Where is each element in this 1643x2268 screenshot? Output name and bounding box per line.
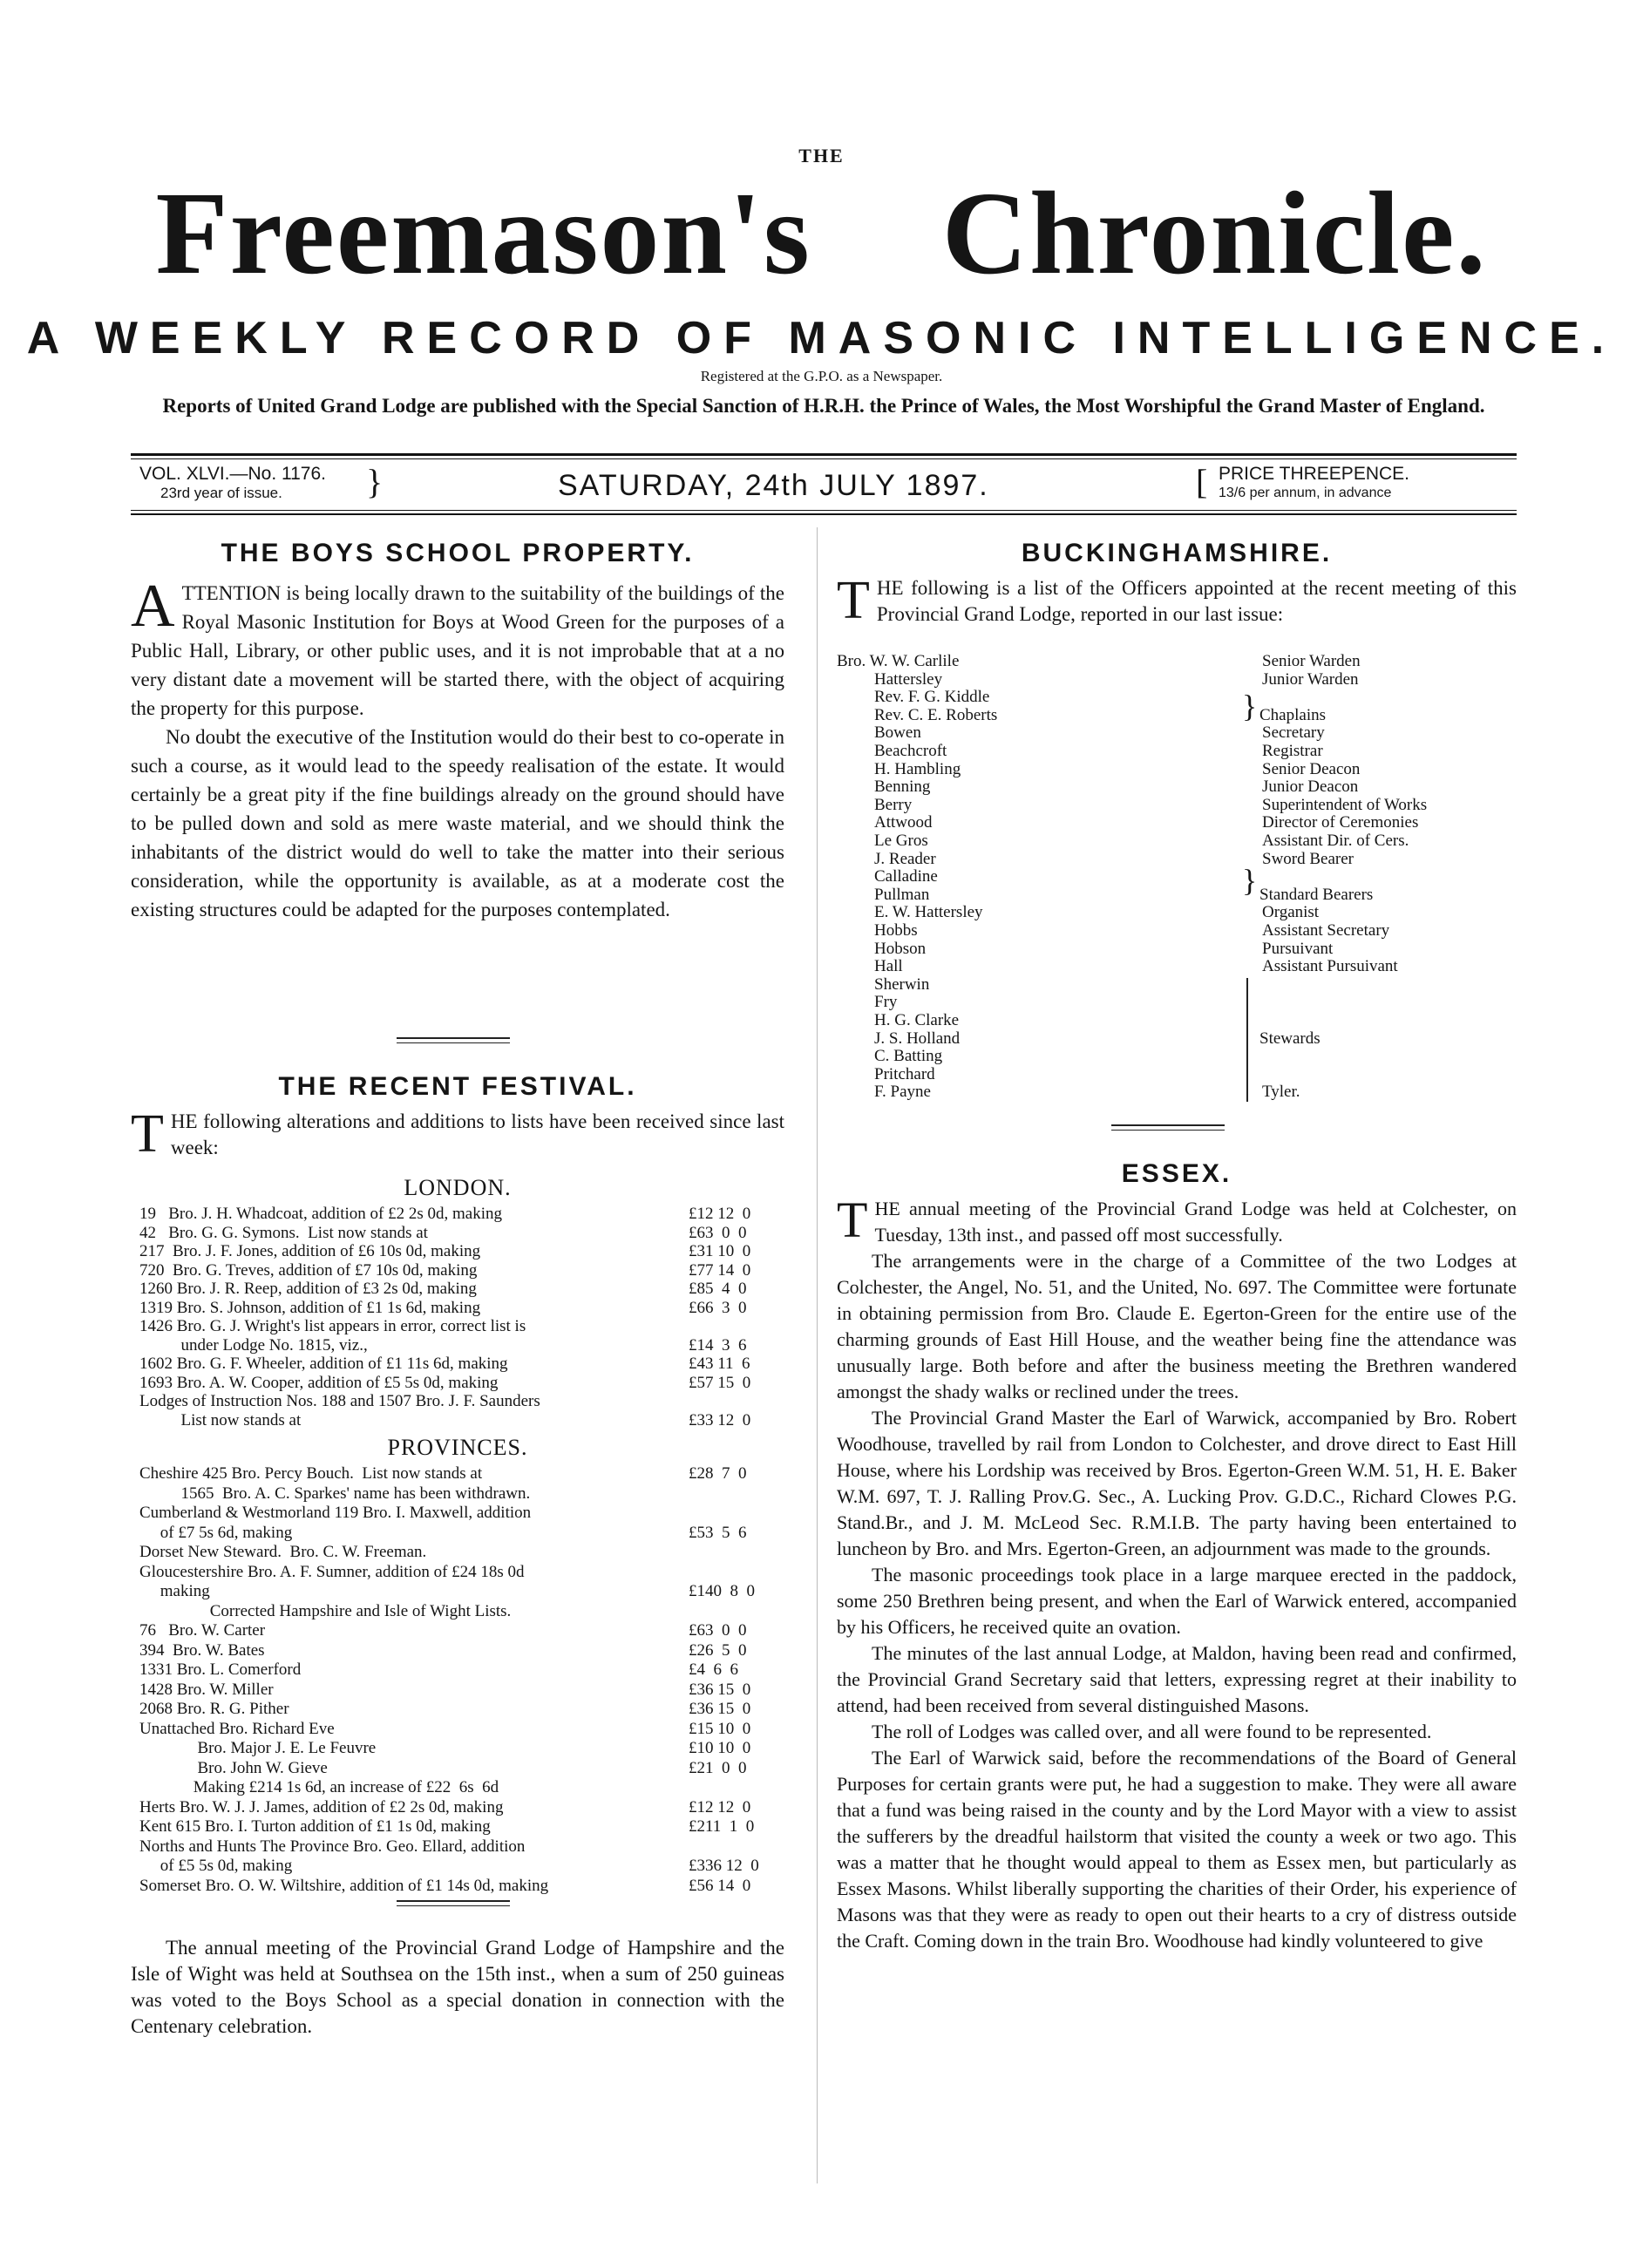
officer-name: Pullman [874, 885, 930, 904]
officer-name: H. G. Clarke [874, 1011, 960, 1029]
reports-note: Reports of United Grand Lodge are published with the Special Sanction of H.R.H. the Prince of Wales, the Most Worshipful the Grand Master of England. [162, 395, 1485, 417]
list-amount: £21 0 0 [689, 1758, 747, 1777]
essex-paragraph-3: The Provincial Grand Master the Earl of Warwick, accompanied by Bro. Robert Woodhouse, travelled by rail from London to Colchester, and drove direct to East Hill House, where his Lordship was received by Bros. Egerton-Green W.M. 51, H. E. Baker W.M. 697, T. J. Ralling Prov.G. Sec., A. Lucking Prov. G.D.C., Richard Clowes P.G. Stand.Br., and J. M. McLeod Sec. R.M.I.B. The party having been entertained to luncheon by Bro. and Mrs. Egerton-Green, an adjournment was made to the grounds. [837, 1407, 1517, 1559]
officer-role: Pursuivant [1262, 939, 1334, 958]
issue-price: PRICE THREEPENCE. [1219, 464, 1409, 484]
list-amount: £28 7 0 [689, 1464, 747, 1483]
list-amount: £336 12 0 [689, 1857, 759, 1875]
officer-role: Superintendent of Works [1262, 795, 1428, 814]
officer-name: Rev. C. E. Roberts [874, 705, 998, 724]
officer-role: Assistant Secretary [1262, 921, 1390, 940]
list-amount: £140 8 0 [689, 1582, 755, 1600]
officer-role: Standard Bearers [1259, 885, 1374, 904]
officer-role: Assistant Dir. of Cers. [1262, 832, 1409, 850]
list-amount: £26 5 0 [689, 1640, 747, 1660]
list-line: Cumberland & Westmorland 119 Bro. I. Maxwell, addition [139, 1504, 532, 1522]
list-line: 1426 Bro. G. J. Wright's list appears in error, correct list is [139, 1317, 526, 1335]
brace-right: [ [1196, 462, 1208, 501]
list-amount: £53 5 6 [689, 1523, 747, 1542]
officer-role: Junior Warden [1262, 669, 1359, 689]
list-amount: £4 6 6 [689, 1660, 738, 1679]
officer-role: Senior Warden [1262, 652, 1361, 670]
list-amount: £77 14 0 [689, 1260, 751, 1280]
list-line: 1602 Bro. G. F. Wheeler, addition of £1 11s 6d, making [139, 1355, 508, 1373]
list-amount: £63 0 0 [689, 1621, 747, 1640]
officer-name: C. Batting [874, 1047, 943, 1066]
list-amount: £36 15 0 [689, 1700, 751, 1718]
issue-price-block [1219, 465, 1409, 503]
officer-name: F. Payne [874, 1083, 931, 1102]
list-line: Corrected Hampshire and Isle of Wight Lists. [139, 1601, 512, 1620]
list-amount: £36 15 0 [689, 1680, 751, 1699]
list-line: Bro. John W. Gieve [139, 1758, 328, 1777]
registered-note: Registered at the G.P.O. as a Newspaper. [700, 368, 943, 384]
officer-name: Attwood [874, 813, 933, 832]
masthead-subtitle: A WEEKLY RECORD OF MASONIC INTELLIGENCE. [26, 313, 1617, 363]
officer-name: H. Hambling [874, 759, 961, 778]
masthead-title [0, 166, 1643, 302]
officer-name: J. Reader [874, 849, 936, 868]
masthead-rule-top [131, 453, 1517, 456]
issue-year: 23rd year of issue. [160, 485, 282, 501]
officer-role: Organist [1262, 903, 1320, 922]
bucks-intro: THE following is a list of the Officers appointed at the recent meeting of this Provincial Grand Lodge, reported in our last issue: [837, 571, 1517, 630]
officer-role: Secretary [1262, 723, 1325, 743]
list-line: 720 Bro. G. Treves, addition of £7 10s 0d, making [139, 1260, 478, 1280]
officer-name: Beachcroft [874, 742, 947, 760]
brace-chaplains: } [1242, 689, 1258, 723]
list-line: 1331 Bro. L. Comerford [139, 1660, 302, 1679]
masthead-rule-top-thin [131, 458, 1517, 459]
list-line: under Lodge No. 1815, viz., [139, 1335, 368, 1355]
officer-name: Bro. W. W. Carlile [837, 652, 960, 670]
list-line: Herts Bro. W. J. J. James, addition of £2 2s 0d, making [139, 1797, 504, 1816]
list-amount: £33 12 0 [689, 1410, 751, 1429]
boys-school-dropcap: A [131, 573, 175, 640]
essex-paragraph-4: The masonic proceedings took place in a large marquee erected in the paddock, some 250 Brethren being present, and when the Earl of Warwick entered, accompanied by his Officers, he received quite an ovation. [837, 1564, 1517, 1638]
list-amount: £63 0 0 [689, 1223, 747, 1242]
issue-date: SATURDAY, 24th JULY 1897. [558, 469, 989, 502]
officer-name: J. S. Holland [874, 1029, 961, 1048]
officer-name: Hobbs [874, 921, 918, 940]
bucks-heading: BUCKINGHAMSHIRE. [1021, 539, 1333, 567]
list-amount: £15 10 0 [689, 1719, 751, 1738]
masthead-the: THE [798, 145, 845, 166]
list-line: 394 Bro. W. Bates [139, 1640, 265, 1660]
officer-name: E. W. Hattersley [874, 903, 983, 922]
column-divider [817, 527, 818, 2183]
section-divider-3 [1111, 1124, 1225, 1126]
list-line: 1565 Bro. A. C. Sparkes' name has been withdrawn. [139, 1484, 531, 1503]
brace-standard-bearers: } [1242, 863, 1258, 898]
masthead-rule-bottom-thick [131, 513, 1517, 515]
section-divider-2 [397, 1900, 510, 1902]
section-divider [397, 1037, 510, 1039]
section-divider-thin [397, 1042, 510, 1043]
boys-school-paragraph-1: ATTENTION is being locally drawn to the suitability of the buildings of the Royal Masonic Institution for Boys at Wood Green for the purposes of a Public Hall, Library, or other public uses, and it is not improbable that at a no very distant date a movement will be started there, with the object of acquiring the property for this purpose. [131, 573, 784, 719]
list-line: of £5 5s 0d, making [139, 1857, 293, 1875]
officer-name: Bowen [874, 723, 921, 743]
list-line: Cheshire 425 Bro. Percy Bouch. List now stands at [139, 1464, 483, 1483]
festival-footer: The annual meeting of the Provincial Grand Lodge of Hampshire and the Isle of Wight was held at Southsea on the 15th inst., when a sum of 250 guineas was voted to the Boys School as a special donation in connection with the Centenary celebration. [131, 1937, 784, 2037]
list-line: 19 Bro. J. H. Whadcoat, addition of £2 2s 0d, making [139, 1205, 503, 1223]
list-amount: £56 14 0 [689, 1876, 751, 1895]
list-line: Gloucestershire Bro. A. F. Sumner, addition of £24 18s 0d [139, 1562, 525, 1581]
festival-heading: THE RECENT FESTIVAL. [278, 1072, 637, 1101]
officer-name: Berry [874, 795, 913, 814]
list-line: 1260 Bro. J. R. Reep, addition of £3 2s 0d, making [139, 1280, 477, 1298]
list-amount: £12 12 0 [689, 1205, 751, 1223]
officer-name: Pritchard [874, 1064, 935, 1083]
issue-volume-block [139, 465, 326, 503]
masthead-rule-bottom [131, 510, 1517, 511]
issue-subscription: 13/6 per annum, in advance [1219, 486, 1392, 500]
officer-role: Assistant Pursuivant [1262, 957, 1398, 976]
list-line: of £7 5s 6d, making [139, 1523, 293, 1542]
officer-role: Senior Deacon [1262, 759, 1361, 778]
festival-intro: THE following alterations and additions to lists have been received since last week: [131, 1104, 784, 1164]
list-line: 217 Bro. J. F. Jones, addition of £6 10s 0d, making [139, 1242, 481, 1260]
festival-dropcap: T [131, 1104, 164, 1164]
list-line: Bro. Major J. E. Le Feuvre [139, 1739, 377, 1757]
list-line: making [139, 1582, 210, 1600]
list-amount: £43 11 6 [689, 1355, 750, 1373]
london-heading: LONDON. [404, 1175, 512, 1200]
list-line: 76 Bro. W. Carter [139, 1621, 266, 1640]
list-amount: £31 10 0 [689, 1242, 751, 1260]
officer-name: Hall [874, 957, 903, 976]
bucks-dropcap: T [837, 571, 870, 630]
officer-name: Rev. F. G. Kiddle [874, 688, 990, 707]
officer-name: Sherwin [874, 974, 930, 994]
list-amount: £57 15 0 [689, 1373, 751, 1392]
list-line: Somerset Bro. O. W. Wiltshire, addition of £1 14s 0d, making [139, 1876, 549, 1895]
masthead-title-right: Chronicle. [941, 168, 1488, 299]
list-line: Norths and Hunts The Province Bro. Geo. Ellard, addition [139, 1837, 526, 1856]
issue-volume: VOL. XLVI.—No. 1176. [139, 464, 326, 484]
officer-role: Junior Deacon [1262, 778, 1359, 797]
officer-name: Benning [874, 778, 931, 797]
officer-role: Tyler. [1262, 1083, 1300, 1102]
officer-role: Chaplains [1259, 705, 1326, 724]
essex-article [837, 1192, 1517, 1954]
essex-paragraph-2: The arrangements were in the charge of a Committee of the two Lodges at Colchester, the Angel, No. 51, and the United, No. 697. The Committee were fortunate in obtaining permission from Bro. Claude E. Egerton-Green for the entire use of the charming grounds of East Hill House, and the weather being fine the attendance was unusually large. Both before and after the business meeting the Brethren wandered amongst the shady walks or reclined under the trees. [837, 1250, 1517, 1402]
essex-heading: ESSEX. [1121, 1159, 1232, 1188]
section-divider-3-thin [1111, 1130, 1225, 1131]
officer-name: Calladine [874, 867, 938, 886]
list-line: 1693 Bro. A. W. Cooper, addition of £5 5s 0d, making [139, 1373, 499, 1392]
officer-role: Director of Ceremonies [1262, 813, 1419, 832]
list-amount: £14 3 6 [689, 1335, 747, 1355]
officer-name: Fry [874, 993, 898, 1012]
list-amount: £10 10 0 [689, 1739, 751, 1757]
essex-paragraph-5: The minutes of the last annual Lodge, at Maldon, having been read and confirmed, the Provincial Grand Secretary said that letters, expressing regret at their inability to attend, had been received from several distinguished Masons. [837, 1642, 1517, 1716]
list-line: Making £214 1s 6d, an increase of £22 6s 6d [139, 1778, 499, 1796]
list-line: 2068 Bro. R. G. Pither [139, 1700, 289, 1718]
list-line: 1428 Bro. W. Miller [139, 1680, 274, 1699]
list-amount: £12 12 0 [689, 1797, 751, 1816]
officer-name: Le Gros [874, 832, 928, 850]
list-line: Dorset New Steward. Bro. C. W. Freeman. [139, 1543, 427, 1561]
essex-paragraph-6: The roll of Lodges was called over, and all were found to be represented. [872, 1721, 1432, 1742]
brace-stewards [1246, 978, 1248, 1102]
brace-left: } [366, 462, 384, 501]
officer-name: Hobson [874, 939, 927, 958]
list-line: 1319 Bro. S. Johnson, addition of £1 1s 6d, making [139, 1298, 481, 1317]
list-line: Kent 615 Bro. I. Turton addition of £1 1s 0d, making [139, 1817, 491, 1836]
officer-name: Hattersley [874, 669, 943, 689]
list-line: 42 Bro. G. G. Symons. List now stands at [139, 1223, 428, 1242]
officer-role: Registrar [1262, 742, 1323, 760]
section-divider-2-thin [397, 1905, 510, 1906]
officer-role: Sword Bearer [1262, 849, 1354, 868]
boys-school-paragraph-2: No doubt the executive of the Institution would do their best to co-operate in such a course, as it would lead to the speedy realisation of the estate. It would certainly be a great pity if the fine buildings already on the ground should have to be pulled down and sold as mere waste material, and we should think the inhabitants of the district would do well to take the matter into their serious consideration, while the opportunity is available, as at a moderate cost the existing structures could be adapted for the purposes contemplated. [131, 726, 784, 920]
boys-school-article [131, 573, 784, 924]
officer-role: Stewards [1259, 1029, 1321, 1048]
list-amount: £66 3 0 [689, 1298, 747, 1317]
list-line: Lodges of Instruction Nos. 188 and 1507 Bro. J. F. Saunders [139, 1392, 540, 1410]
masthead-title-left: Freemason's [155, 168, 811, 299]
boys-school-heading: THE BOYS SCHOOL PROPERTY. [221, 539, 695, 567]
list-line: Unattached Bro. Richard Eve [139, 1719, 335, 1738]
essex-paragraph-7: The Earl of Warwick said, before the recommendations of the Board of General Purposes for certain grants were put, he had a suggestion to make. They were all aware that a fund was being raised in the county and by the Lord Mayor with a view to assist the sufferers by the dreadful hailstorm that visited the county a week or two ago. This was a matter that he thought would appeal to them as Essex men, but particularly as Essex Masons. Whilst liberally supporting the charities of their Order, his experience of Masons was that they were as ready to open out their hearts to a cry of distress outside the Craft. Coming down in the train Bro. Woodhouse had kindly volunteered to give [837, 1747, 1517, 1952]
essex-dropcap: T [837, 1192, 868, 1248]
list-line: List now stands at [139, 1410, 302, 1429]
essex-paragraph-1: THE annual meeting of the Provincial Grand Lodge was held at Colchester, on Tuesday, 13th inst., and passed off most successfully. [837, 1192, 1517, 1248]
provinces-heading: PROVINCES. [387, 1435, 528, 1460]
list-amount: £85 4 0 [689, 1280, 747, 1298]
list-amount: £211 1 0 [689, 1817, 755, 1836]
